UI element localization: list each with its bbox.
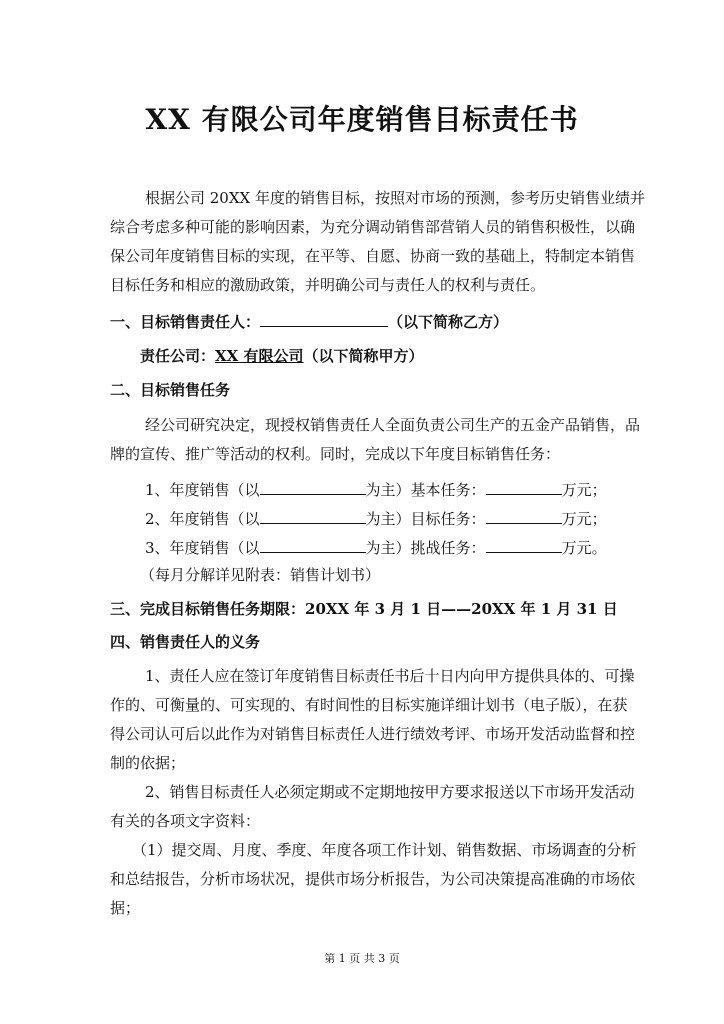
company-suffix: （以下简称甲方）	[303, 347, 424, 365]
company-label: 责任公司：	[140, 347, 216, 365]
task-row	[145, 537, 607, 558]
intro-line: 保公司年度销售目标的实现，在平等、自愿、协商一致的基础上，特制定本销售	[110, 247, 636, 265]
task-unit: 万元；	[561, 481, 607, 499]
section3-heading: 三、完成目标销售任务期限：20XX 年 3 月 1 日——20XX 年 1 月 31 日	[110, 600, 618, 618]
section4-sub1-line: 和总结报告，分析市场状况，提供市场分析报告，为公司决策提高准确的市场依	[110, 870, 636, 888]
responsible-company-line	[140, 345, 424, 366]
task-prefix: 1、年度销售（以	[145, 481, 260, 499]
section2-heading: 二、目标销售任务	[110, 381, 231, 399]
section1-heading	[110, 311, 508, 332]
task-product-blank[interactable]	[260, 509, 366, 524]
document-title: XX 有限公司年度销售目标责任书	[145, 103, 579, 136]
task-prefix: 3、年度销售（以	[145, 539, 260, 557]
task-unit: 万元；	[561, 510, 607, 528]
task-amount-blank[interactable]	[486, 480, 562, 495]
task-prefix: 2、年度销售（以	[145, 510, 260, 528]
task-row	[145, 508, 607, 529]
task-note: （每月分解详见附表：销售计划书）	[140, 566, 381, 584]
intro-line: 根据公司 20XX 年度的销售目标，按照对市场的预测，参考历史销售业绩并	[145, 189, 645, 207]
section4-heading: 四、销售责任人的义务	[110, 633, 261, 651]
responsible-person-blank[interactable]	[260, 312, 388, 327]
section4-item2-line: 2、销售目标责任人必须定期或不定期地按甲方要求报送以下市场开发活动	[145, 783, 635, 801]
task-amount-blank[interactable]	[486, 509, 562, 524]
intro-line: 综合考虑多种可能的影响因素，为充分调动销售部营销人员的销售积极性，以确	[110, 218, 636, 236]
section4-item1-line: 1、责任人应在签订年度销售目标责任书后十日内向甲方提供具体的、可操	[145, 667, 635, 685]
section4-sub1-line: （1）提交周、月度、季度、年度各项工作计划、销售数据、市场调查的分析	[132, 841, 637, 859]
task-type: 为主）挑战任务：	[365, 539, 486, 557]
section1-label: 一、目标销售责任人：	[110, 313, 261, 331]
task-product-blank[interactable]	[260, 480, 366, 495]
section4-item1-line: 得公司认可后以此作为对销售目标责任人进行绩效考评、市场开发活动监督和控	[110, 725, 636, 743]
task-type: 为主）基本任务：	[365, 481, 486, 499]
section4-sub1-line: 据；	[110, 899, 141, 917]
section4-item2-line: 有关的各项文字资料：	[110, 812, 261, 830]
task-unit: 万元。	[561, 539, 607, 557]
task-product-blank[interactable]	[260, 538, 366, 553]
section2-body-line: 牌的宣传、推广等活动的权利。同时，完成以下年度目标销售任务：	[110, 445, 561, 463]
task-amount-blank[interactable]	[486, 538, 562, 553]
intro-line: 目标任务和相应的激励政策，并明确公司与责任人的权利与责任。	[110, 276, 546, 294]
page-footer: 第 1 页 共 3 页	[324, 952, 400, 965]
task-type: 为主）目标任务：	[365, 510, 486, 528]
section4-item1-line: 作的、可衡量的、可实现的、有时间性的目标实施详细计划书（电子版），在获	[110, 696, 628, 714]
task-row	[145, 479, 607, 500]
section1-suffix: （以下简称乙方）	[388, 313, 509, 331]
section4-item1-line: 制的依据；	[110, 754, 186, 772]
company-name: XX 有限公司	[215, 347, 304, 365]
section2-body-line: 经公司研究决定，现授权销售责任人全面负责公司生产的五金产品销售，品	[145, 416, 641, 434]
